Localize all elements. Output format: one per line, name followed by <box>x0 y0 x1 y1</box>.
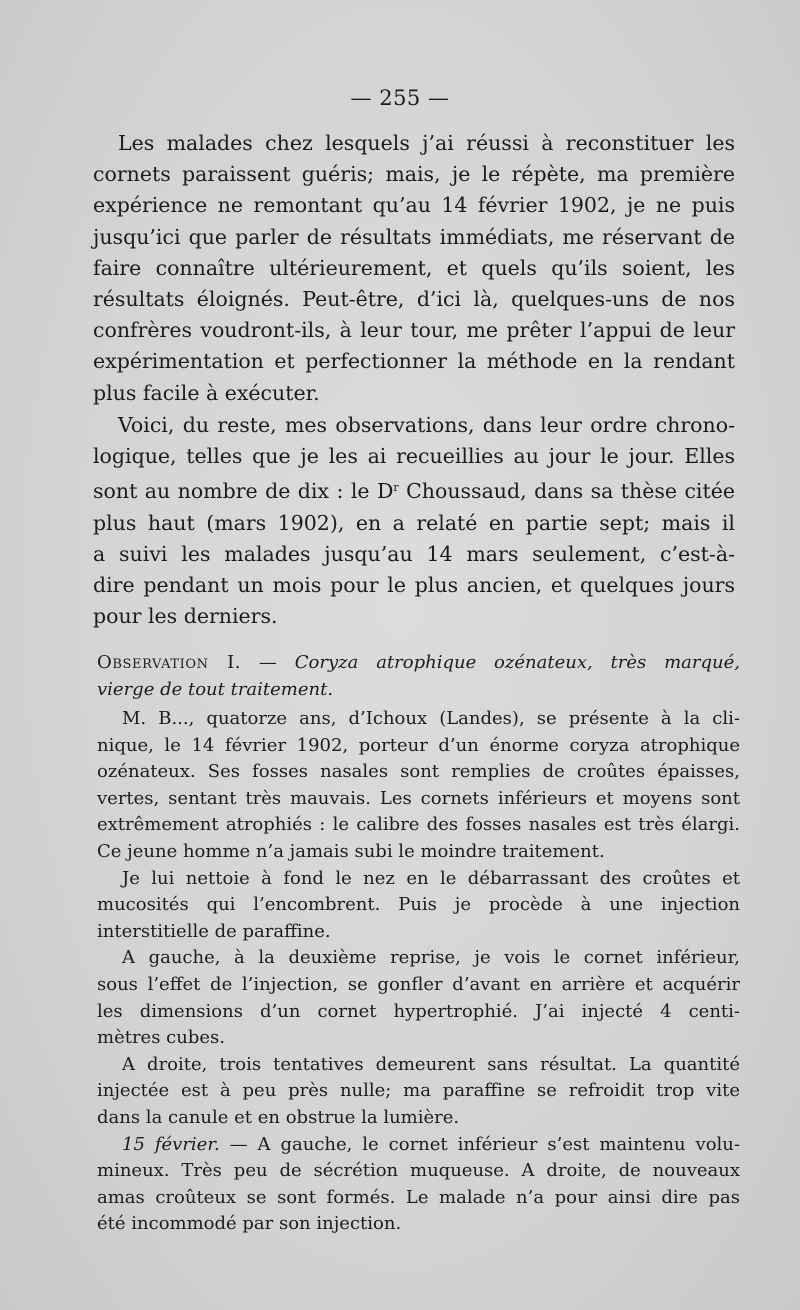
text-line: Ce jeune homme n’a jamais subi le moindre traitement. <box>97 840 605 862</box>
text-fragment: — A gauche, le cornet inférieur s’est maintenu volu- <box>219 1133 740 1155</box>
text-line: Les malades chez lesquels j’ai réussi à reconstituer les <box>118 131 735 155</box>
observation-title: Coryza atrophique ozénateux, très marqué, <box>294 652 740 673</box>
text-line: Je lui nettoie à fond le nez en le débarrassant des croûtes et <box>122 867 740 889</box>
text-line <box>97 1132 740 1159</box>
paragraph-1 <box>93 128 735 409</box>
text-line: jusqu’ici que parler de résultats immédiats, me réservant de <box>93 224 735 249</box>
text-line: sous l’effet de l’injection, se gonfler d’avant en arrière et acquérir <box>97 973 740 995</box>
text-line: été incommodé par son injection. <box>97 1213 402 1235</box>
observation-label: Observation I. <box>97 652 242 673</box>
text-line: A gauche, à la deuxième reprise, je vois le cornet inférieur, <box>122 947 740 969</box>
observation-body <box>97 706 740 1238</box>
text-line: expérience ne remontant qu’au 14 février 1902, je ne puis <box>93 193 735 218</box>
text-line: a suivi les malades jusqu’au 14 mars seulement, c’est-à- <box>93 541 735 566</box>
text-line: pour les derniers. <box>93 604 278 629</box>
text-line: injectée est à peu près nulle; ma paraffine se refroidit trop vite <box>97 1080 740 1102</box>
text-fragment: sont au nombre de dix : le D <box>93 479 394 504</box>
text-line: Voici, du reste, mes observations, dans leur ordre chrono- <box>118 413 735 437</box>
entry-date: 15 février. <box>122 1133 220 1155</box>
text-line <box>93 472 735 507</box>
text-line: dire pendant un mois pour le plus ancien, et quelques jours <box>93 573 735 598</box>
text-line: plus haut (mars 1902), en a relaté en partie sept; mais il <box>93 510 735 535</box>
text-line: faire connaître ultérieurement, et quels qu’ils soient, les <box>93 255 735 280</box>
superscript: r <box>393 481 399 495</box>
text-line: logique, telles que je les ai recueillies au jour le jour. Elles <box>93 444 735 469</box>
text-line: mineux. Très peu de sécrétion muqueuse. A droite, de nouveaux <box>97 1160 740 1182</box>
text-line: amas croûteux se sont formés. Le malade n’a pour ainsi dire pas <box>97 1186 740 1208</box>
page-number: — 255 — <box>350 86 450 110</box>
text-line: mètres cubes. <box>97 1027 225 1049</box>
text-line: M. B..., quatorze ans, d’Ichoux (Landes), se présente à la cli- <box>122 708 740 729</box>
text-line: A droite, trois tentatives demeurent sans résultat. La quantité <box>122 1053 740 1075</box>
text-fragment: Choussaud, dans sa thèse citée <box>398 479 735 504</box>
observation-title: vierge de tout traitement. <box>97 678 334 700</box>
text-line: vertes, sentant très mauvais. Les cornets inférieurs et moyens sont <box>97 787 740 809</box>
text-line: extrêmement atrophiés : le calibre des fosses nasales est très élargi. <box>97 814 740 836</box>
paragraph-2 <box>93 410 735 632</box>
text-line: ozénateux. Ses fosses nasales sont remplies de croûtes épaisses, <box>97 761 740 783</box>
text-line: plus facile à exécuter. <box>93 380 320 405</box>
text-fragment: — <box>241 652 295 673</box>
text-line: cornets paraissent guéris; mais, je le répète, ma première <box>93 162 735 187</box>
observation-heading <box>97 650 740 703</box>
text-line: dans la canule et en obstrue la lumière. <box>97 1106 460 1128</box>
text-line: expérimentation et perfectionner la méthode en la rendant <box>93 349 735 374</box>
text-line: résultats éloignés. Peut-être, d’ici là, quelques-uns de nos <box>93 287 735 312</box>
text-line: interstitielle de paraffine. <box>97 920 331 942</box>
text-line: confrères voudront-ils, à leur tour, me prêter l’appui de leur <box>93 318 735 343</box>
text-line: les dimensions d’un cornet hypertrophié. J’ai injecté 4 centi- <box>97 1000 740 1022</box>
text-line: mucosités qui l’encombrent. Puis je procède à une injection <box>97 894 740 916</box>
text-line <box>97 650 740 677</box>
text-line: nique, le 14 février 1902, porteur d’un énorme coryza atrophique <box>97 734 740 756</box>
